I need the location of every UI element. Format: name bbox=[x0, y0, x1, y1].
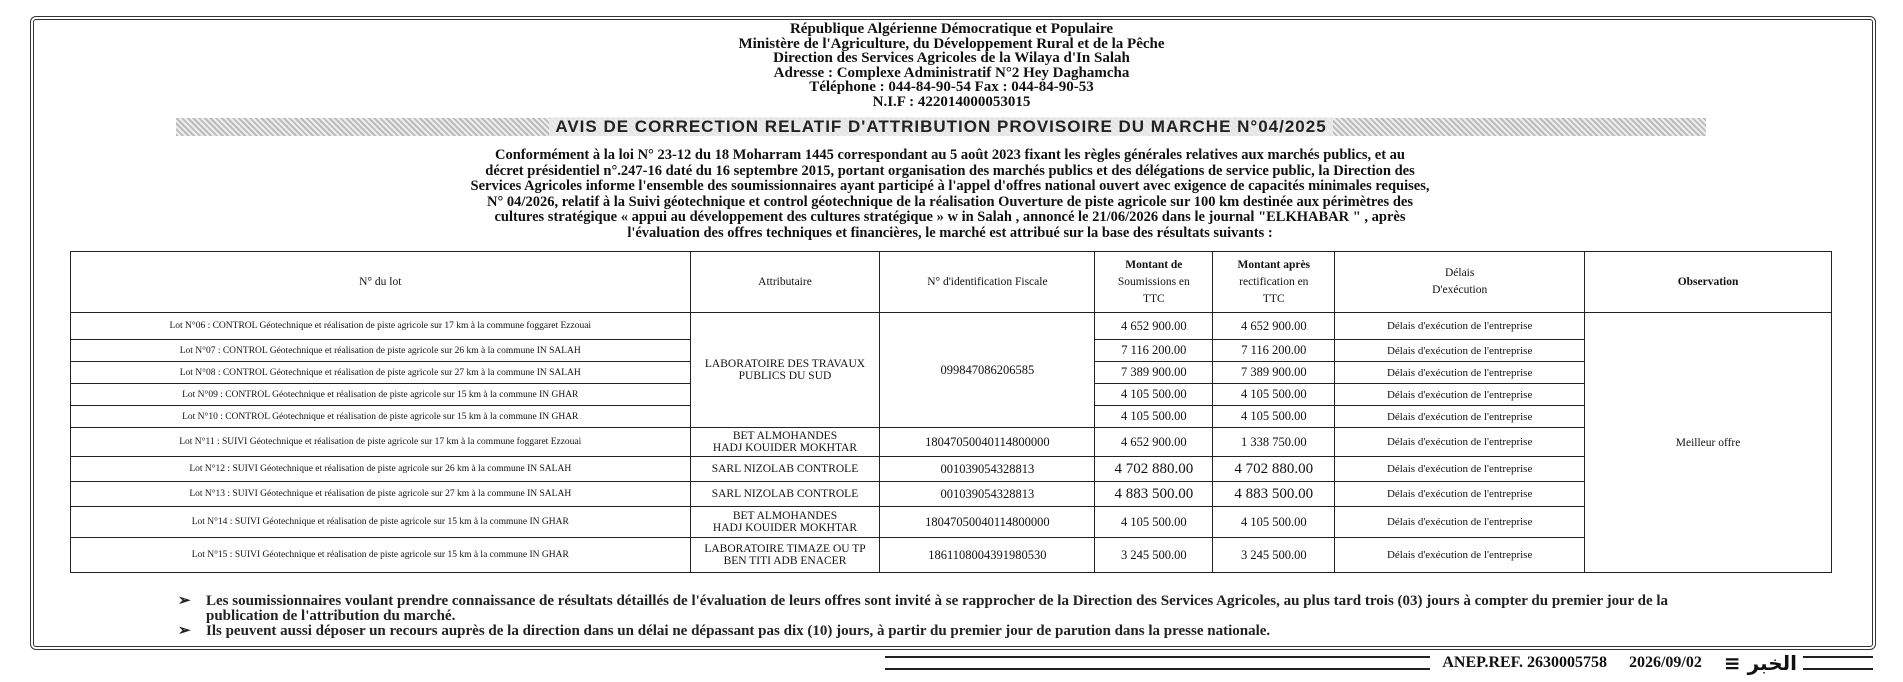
rectification-cell: 4 105 500.00 bbox=[1213, 384, 1335, 406]
header-montant-line: TTC bbox=[1142, 292, 1165, 305]
anep-reference: ANEP.REF. 2630005758 bbox=[1442, 654, 1607, 671]
attributaire-line: LABORATOIRE TIMAZE OU TP bbox=[704, 543, 866, 555]
header-montant bbox=[1095, 252, 1213, 313]
attributaire-cell: SARL NIZOLAB CONTROLE bbox=[690, 457, 880, 482]
lot-cell: Lot N°15 : SUIVI Géotechnique et réalisation de piste agricole sur 15 km à la commune IN GHAR bbox=[71, 538, 691, 573]
header-line: Adresse : Complexe Administratif N°2 Hey Daghamcha bbox=[773, 64, 1130, 81]
rectification-cell: 3 245 500.00 bbox=[1213, 538, 1335, 573]
lot-cell: Lot N°11 : SUIVI Géotechnique et réalisation de piste agricole sur 17 km à la commune foggaret Ezzouai bbox=[71, 428, 691, 457]
table-row bbox=[71, 313, 1832, 340]
arrow-bullet-icon: ➢ bbox=[178, 623, 191, 639]
rectification-cell: 4 702 880.00 bbox=[1213, 457, 1335, 482]
intro-line: décret présidentiel n°.247-16 daté du 16 septembre 2015, portant organisation des marchés publics et des délégations de service public, la Direction des bbox=[485, 162, 1415, 179]
soumission-cell: 4 883 500.00 bbox=[1095, 482, 1213, 507]
nif-cell: 1861108004391980530 bbox=[880, 538, 1095, 573]
header-nif: N° d'identification Fiscale bbox=[880, 252, 1095, 313]
table-row bbox=[71, 538, 1832, 573]
lot-cell: Lot N°12 : SUIVI Géotechnique et réalisation de piste agricole sur 26 km à la commune IN SALAH bbox=[71, 457, 691, 482]
soumission-cell: 7 116 200.00 bbox=[1095, 340, 1213, 362]
delai-cell: Délais d'exécution de l'entreprise bbox=[1335, 507, 1585, 538]
attributaire-cell bbox=[690, 428, 880, 457]
header-rect-line: rectification en bbox=[1239, 275, 1309, 288]
award-results-table bbox=[70, 251, 1832, 573]
header-delai-line: Délais bbox=[1444, 267, 1475, 279]
lot-cell: Lot N°06 : CONTROL Géotechnique et réalisation de piste agricole sur 17 km à la commune foggaret Ezzouai bbox=[71, 313, 691, 340]
attributaire-cell bbox=[690, 538, 880, 573]
header-obs-label: Observation bbox=[1677, 275, 1739, 288]
footer-rule-right bbox=[1803, 656, 1873, 670]
header-line: République Algérienne Démocratique et Populaire bbox=[789, 21, 1114, 37]
rectification-cell: 4 105 500.00 bbox=[1213, 507, 1335, 538]
nif-cell: 001039054328813 bbox=[880, 457, 1095, 482]
delai-cell: Délais d'exécution de l'entreprise bbox=[1335, 457, 1585, 482]
bullet-text: Ils peuvent aussi déposer un recours auprès de la direction dans un délai ne dépassant pas dix (10) jours, à partir du premier jour de parution dans la presse nationale. bbox=[206, 623, 1271, 639]
publication-date: 2026/09/02 bbox=[1628, 654, 1702, 671]
header-lot: N° du lot bbox=[71, 252, 691, 313]
header-delai bbox=[1335, 252, 1585, 313]
attributaire-cell bbox=[690, 313, 880, 428]
delai-cell: Délais d'exécution de l'entreprise bbox=[1335, 362, 1585, 384]
header-rect-line: TTC bbox=[1262, 292, 1285, 305]
header-montant-line: Montant de bbox=[1125, 258, 1183, 271]
delai-cell: Délais d'exécution de l'entreprise bbox=[1335, 428, 1585, 457]
attributaire-line: HADJ KOUIDER MOKHTAR bbox=[712, 522, 858, 534]
table-row bbox=[71, 482, 1832, 507]
footer-rule bbox=[885, 656, 1430, 670]
table-row bbox=[71, 428, 1832, 457]
header-rect-line: Montant après bbox=[1237, 258, 1311, 271]
intro-line: cultures stratégique « appui au développement des cultures stratégique » w in Salah , annoncé le 21/06/2026 dans le journal "ELKHABAR " , après bbox=[494, 209, 1406, 225]
delai-cell: Délais d'exécution de l'entreprise bbox=[1335, 340, 1585, 362]
intro-paragraph bbox=[190, 148, 1710, 241]
intro-line: N° 04/2026, relatif à la Suivi géotechnique et control géotechnique de la réalisation Ouverture de piste agricole sur 100 km destinée aux périmètres des bbox=[487, 193, 1413, 210]
header-line: Ministère de l'Agriculture, du Développement Rural et de la Pêche bbox=[738, 35, 1165, 52]
soumission-cell: 4 105 500.00 bbox=[1095, 507, 1213, 538]
rectification-cell: 1 338 750.00 bbox=[1213, 428, 1335, 457]
header-attributaire: Attributaire bbox=[690, 252, 880, 313]
lot-cell: Lot N°08 : CONTROL Géotechnique et réalisation de piste agricole sur 27 km à la commune IN SALAH bbox=[71, 362, 691, 384]
header-line: Téléphone : 044-84-90-54 Fax : 044-84-90-53 bbox=[809, 79, 1094, 95]
lot-cell: Lot N°14 : SUIVI Géotechnique et réalisation de piste agricole sur 15 km à la commune IN GHAR bbox=[71, 507, 691, 538]
newspaper-logo-icon: ≡ الخبر bbox=[1723, 651, 1797, 675]
delai-cell: Délais d'exécution de l'entreprise bbox=[1335, 482, 1585, 507]
institution-header bbox=[0, 22, 1903, 109]
intro-line: Conformément à la loi N° 23-12 du 18 Moharram 1445 correspondant au 5 août 2023 fixant les règles générales relatives aux marchés publics, et au bbox=[495, 147, 1405, 163]
soumission-cell: 4 702 880.00 bbox=[1095, 457, 1213, 482]
soumission-cell: 4 105 500.00 bbox=[1095, 384, 1213, 406]
attributaire-cell: SARL NIZOLAB CONTROLE bbox=[690, 482, 880, 507]
notice-title: AVIS DE CORRECTION RELATIF D'ATTRIBUTION PROVISOIRE DU MARCHE N°04/2025 bbox=[549, 117, 1332, 136]
bullet-item bbox=[178, 624, 1738, 639]
rectification-cell: 7 389 900.00 bbox=[1213, 362, 1335, 384]
rectification-cell: 4 652 900.00 bbox=[1213, 313, 1335, 340]
attributaire-line: LABORATOIRE DES TRAVAUX bbox=[704, 358, 866, 370]
bullet-text: Les soumissionnaires voulant prendre connaissance de résultats détaillés de l'évaluation de leurs offres sont invité à se rapprocher de la Direction des Services Agricoles, au plus tard trois (03) jours à compter du premier jour de la publication de l'attribution du marché. bbox=[206, 593, 1669, 624]
table-row bbox=[71, 457, 1832, 482]
soumission-cell: 4 105 500.00 bbox=[1095, 406, 1213, 428]
header-rectification bbox=[1213, 252, 1335, 313]
attributaire-line: HADJ KOUIDER MOKHTAR bbox=[712, 442, 858, 454]
rectification-cell: 4 105 500.00 bbox=[1213, 406, 1335, 428]
rectification-cell: 4 883 500.00 bbox=[1213, 482, 1335, 507]
nif-cell: 18047050040114800000 bbox=[880, 507, 1095, 538]
bullet-item bbox=[178, 594, 1738, 624]
table-row bbox=[71, 507, 1832, 538]
notice-title-banner bbox=[176, 118, 1706, 136]
attributaire-cell bbox=[690, 507, 880, 538]
lot-cell: Lot N°13 : SUIVI Géotechnique et réalisation de piste agricole sur 27 km à la commune IN SALAH bbox=[71, 482, 691, 507]
soumission-cell: 4 652 900.00 bbox=[1095, 428, 1213, 457]
observation-cell: Meilleur offre bbox=[1585, 313, 1832, 573]
header-montant-line: Soumissions en bbox=[1117, 275, 1190, 288]
arrow-bullet-icon: ➢ bbox=[178, 593, 191, 609]
intro-line: l'évaluation des offres techniques et financières, le marché est attribué sur la base des résultats suivants : bbox=[627, 224, 1273, 241]
table-header-row bbox=[71, 252, 1832, 313]
nif-cell: 18047050040114800000 bbox=[880, 428, 1095, 457]
intro-line: Services Agricoles informe l'ensemble des soumissionnaires ayant participé à l'appel d'offres national ouvert avec exigence de capacités minimales requises, bbox=[470, 178, 1430, 194]
soumission-cell: 7 389 900.00 bbox=[1095, 362, 1213, 384]
attributaire-line: BET ALMOHANDES bbox=[732, 510, 838, 522]
publication-footer bbox=[885, 652, 1873, 674]
delai-cell: Délais d'exécution de l'entreprise bbox=[1335, 384, 1585, 406]
header-line: Direction des Services Agricoles de la Wilaya d'In Salah bbox=[773, 50, 1130, 66]
lot-cell: Lot N°09 : CONTROL Géotechnique et réalisation de piste agricole sur 15 km à la commune IN GHAR bbox=[71, 384, 691, 406]
lot-cell: Lot N°10 : CONTROL Géotechnique et réalisation de piste agricole sur 15 km à la commune IN GHAR bbox=[71, 406, 691, 428]
header-line: N.I.F : 422014000053015 bbox=[872, 93, 1031, 110]
notice-bullets bbox=[178, 594, 1738, 639]
soumission-cell: 3 245 500.00 bbox=[1095, 538, 1213, 573]
soumission-cell: 4 652 900.00 bbox=[1095, 313, 1213, 340]
attributaire-line: BEN TITI ADB ENACER bbox=[723, 555, 847, 567]
delai-cell: Délais d'exécution de l'entreprise bbox=[1335, 538, 1585, 573]
delai-cell: Délais d'exécution de l'entreprise bbox=[1335, 406, 1585, 428]
delai-cell: Délais d'exécution de l'entreprise bbox=[1335, 313, 1585, 340]
nif-cell: 001039054328813 bbox=[880, 482, 1095, 507]
attributaire-line: BET ALMOHANDES bbox=[732, 430, 838, 442]
nif-cell: 099847086206585 bbox=[880, 313, 1095, 428]
header-delai-line: D'exécution bbox=[1432, 284, 1488, 296]
rectification-cell: 7 116 200.00 bbox=[1213, 340, 1335, 362]
attributaire-line: PUBLICS DU SUD bbox=[738, 370, 832, 382]
lot-cell: Lot N°07 : CONTROL Géotechnique et réalisation de piste agricole sur 26 km à la commune IN SALAH bbox=[71, 340, 691, 362]
header-observation bbox=[1585, 252, 1832, 313]
